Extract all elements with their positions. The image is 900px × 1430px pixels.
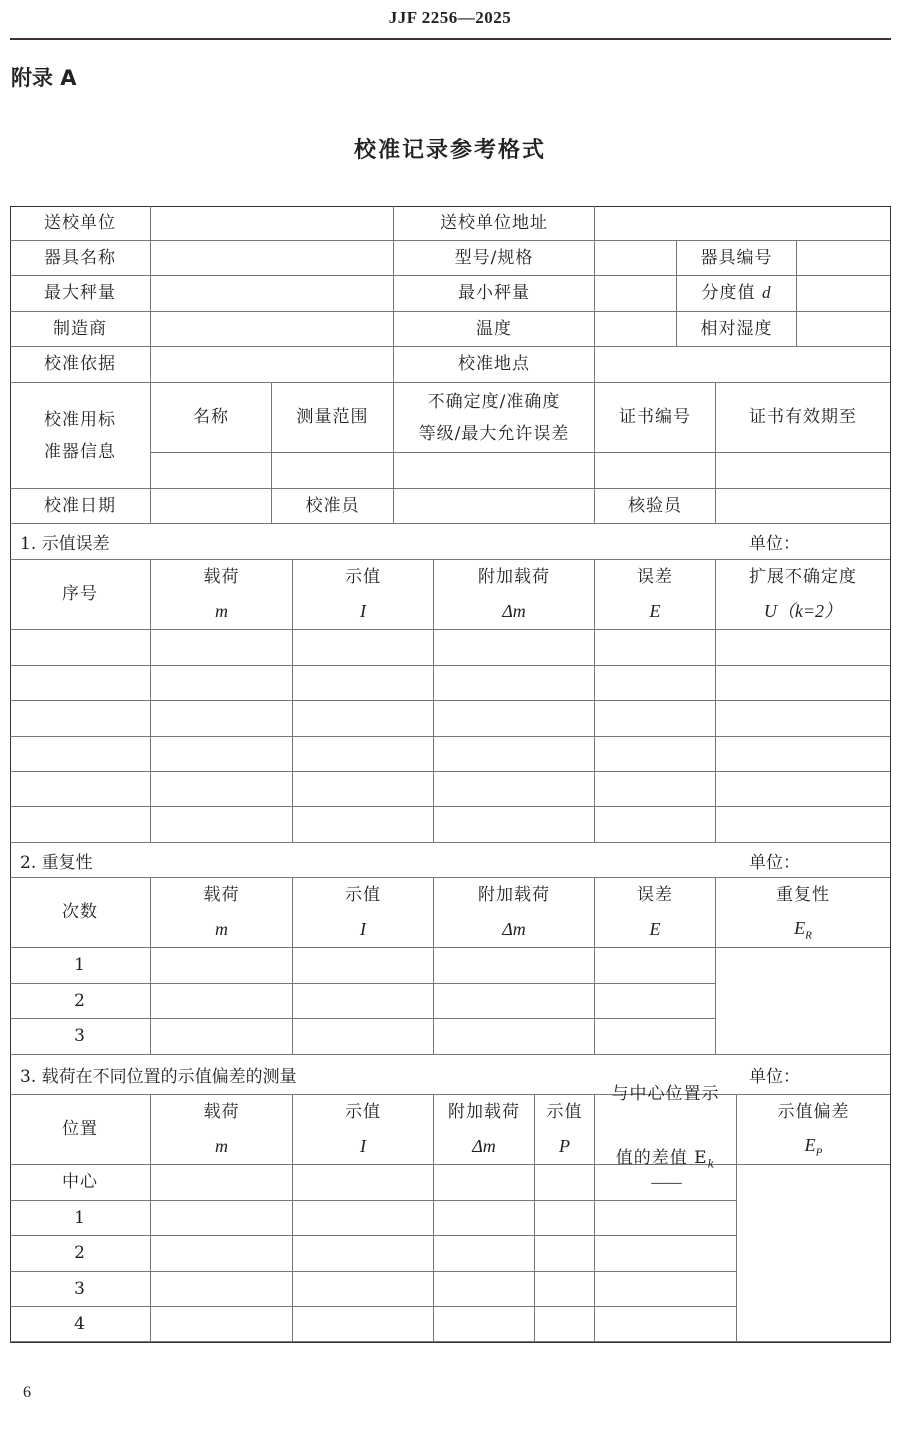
indication-error-cell[interactable] [434, 630, 595, 666]
section2-header [10, 843, 890, 878]
basis-label [10, 347, 151, 383]
indication-error-cell[interactable] [434, 807, 595, 843]
manufacturer-label [10, 312, 151, 347]
indication-error-cell[interactable] [151, 701, 293, 737]
verifier-label-text: 核验员 [628, 495, 682, 516]
indication-error-cell[interactable] [151, 807, 293, 843]
std-name-field[interactable] [151, 453, 272, 489]
repeatability-col-1-symbol: m [215, 918, 228, 939]
send-unit-address-label-text: 送校单位地址 [440, 212, 548, 233]
eccentricity-cell[interactable] [434, 1272, 535, 1307]
eccentricity-row-label-text: 2 [74, 1243, 86, 1264]
eccentricity-row-label [10, 1272, 151, 1307]
cert-no-field[interactable] [595, 453, 716, 489]
section1-header-unit: 单位： [749, 534, 800, 554]
eccentricity-col-4-label: 示值 [546, 1102, 583, 1123]
section3-header-title: 3. 载荷在不同位置的示值偏差的测量 [20, 1067, 297, 1087]
eccentricity-cell[interactable] [595, 1272, 737, 1307]
eccentricity-cell[interactable] [535, 1165, 595, 1201]
indication-error-cell[interactable] [293, 807, 434, 843]
center-diff-cell [595, 1165, 737, 1201]
send-unit-address-field[interactable] [595, 206, 890, 241]
indication-error-cell[interactable] [10, 737, 151, 772]
header-rule [10, 38, 891, 40]
eccentricity-cell[interactable] [434, 1165, 535, 1201]
indication-error-cell[interactable] [716, 807, 890, 843]
eccentricity-cell[interactable] [595, 1307, 737, 1342]
indication-error-cell[interactable] [293, 701, 434, 737]
std-uncertainty-line-2: 等级/最大允许误差 [418, 423, 570, 444]
eccentricity-col-0-label: 位置 [62, 1119, 98, 1140]
indication-error-cell[interactable] [595, 737, 716, 772]
indication-error-cell[interactable] [151, 630, 293, 666]
section2-header-unit: 单位： [749, 852, 800, 873]
section3-header-unit: 单位： [749, 1067, 800, 1087]
repeatability-cell[interactable] [151, 1019, 293, 1055]
repeatability-cell[interactable] [293, 984, 434, 1019]
eccentricity-col-5-label2: 值的差值 E [615, 1148, 708, 1169]
repeatability-cell[interactable] [434, 984, 595, 1019]
eccentricity-col-4 [535, 1095, 595, 1165]
indication-error-col-1-symbol: m [215, 600, 228, 621]
max-capacity-label-text: 最大秤量 [44, 283, 116, 304]
cal-date-label-text: 校准日期 [44, 495, 116, 516]
eccentricity-col-6-symbol: E [804, 1134, 816, 1155]
indication-error-cell[interactable] [595, 630, 716, 666]
eccentricity-row-label [10, 1307, 151, 1342]
indication-error-cell[interactable] [10, 666, 151, 701]
instrument-no-label-text: 器具编号 [700, 247, 773, 268]
eccentricity-col-5 [595, 1084, 737, 1171]
location-field[interactable] [595, 347, 890, 383]
cert-no-header-text: 证书编号 [619, 407, 691, 428]
repeatability-row-label-text: 1 [74, 955, 86, 976]
indication-error-cell[interactable] [10, 807, 151, 843]
cert-valid-header [716, 383, 890, 453]
eccentricity-row-label-text: 3 [74, 1278, 86, 1299]
eccentricity-cell[interactable] [434, 1307, 535, 1342]
indication-error-col-4-symbol: E [649, 600, 661, 621]
eccentricity-row-label [10, 1165, 151, 1201]
instrument-no-label [677, 241, 797, 276]
repeatability-cell[interactable] [595, 948, 716, 984]
cert-valid-header-text: 证书有效期至 [749, 407, 857, 428]
eccentricity-cell[interactable] [434, 1201, 535, 1236]
repeatability-col-5-subscript: R [805, 929, 812, 942]
indication-error-cell[interactable] [595, 807, 716, 843]
indication-error-cell[interactable] [434, 772, 595, 807]
eccentricity-deviation-field[interactable] [737, 1165, 890, 1342]
calibrator-field[interactable] [394, 489, 595, 524]
basis-label-text: 校准依据 [44, 354, 116, 375]
calibrator-label-text: 校准员 [305, 495, 360, 516]
indication-error-col-4-label: 误差 [637, 567, 673, 588]
eccentricity-col-3 [434, 1095, 535, 1165]
std-name-header [151, 383, 272, 453]
temperature-label-text: 温度 [476, 318, 512, 339]
indication-error-cell[interactable] [434, 737, 595, 772]
division-label-text: 分度值 d [701, 283, 772, 304]
instrument-name-label-text: 器具名称 [44, 247, 116, 268]
eccentricity-cell[interactable] [293, 1307, 434, 1342]
std-range-header-text: 测量范围 [296, 407, 369, 428]
eccentricity-col-1-label: 载荷 [203, 1102, 240, 1123]
standard-number: JJF 2256—2025 [388, 8, 512, 27]
temperature-label [394, 312, 595, 347]
instrument-name-field[interactable] [151, 241, 394, 276]
repeatability-col-0 [10, 878, 151, 948]
max-capacity-field[interactable] [151, 276, 394, 312]
indication-error-col-3 [434, 560, 595, 630]
repeatability-col-4 [595, 878, 716, 948]
center-diff-cell-text: —— [650, 1173, 681, 1193]
indication-error-cell[interactable] [151, 737, 293, 772]
repeatability-col-2-symbol: I [360, 918, 366, 939]
eccentricity-col-5-label: 与中心位置示 [611, 1084, 720, 1105]
send-unit-address-label [394, 206, 595, 241]
model-spec-label [394, 241, 595, 276]
cal-date-field[interactable] [151, 489, 272, 524]
eccentricity-cell[interactable] [595, 1236, 737, 1272]
repeatability-col-3 [434, 878, 595, 948]
send-unit-label-text: 送校单位 [44, 212, 116, 233]
repeatability-cell[interactable] [595, 1019, 716, 1055]
repeatability-col-1-label: 载荷 [203, 885, 240, 906]
standard-info-label-text: 校准用标准器信息 [44, 409, 116, 462]
eccentricity-cell[interactable] [151, 1201, 293, 1236]
repeatability-row-label [10, 1019, 151, 1055]
instrument-name-label [10, 241, 151, 276]
repeatability-row-label-text: 3 [74, 1026, 86, 1047]
std-range-header [272, 383, 394, 453]
repeatability-cell[interactable] [293, 1019, 434, 1055]
eccentricity-col-6-label: 示值偏差 [777, 1101, 850, 1122]
eccentricity-row-label [10, 1236, 151, 1272]
page-number: 6 [23, 1384, 31, 1401]
manufacturer-field[interactable] [151, 312, 394, 347]
location-label [394, 347, 595, 383]
indication-error-cell[interactable] [595, 666, 716, 701]
repeatability-col-2-label: 示值 [345, 885, 381, 906]
repeatability-col-5-symbol: E [794, 917, 806, 938]
indication-error-col-1-label: 载荷 [203, 567, 240, 588]
repeatability-cell[interactable] [434, 1019, 595, 1055]
indication-error-cell[interactable] [716, 666, 890, 701]
eccentricity-col-6 [737, 1095, 890, 1165]
repeatability-cell[interactable] [151, 984, 293, 1019]
indication-error-cell[interactable] [434, 666, 595, 701]
eccentricity-cell[interactable] [595, 1201, 737, 1236]
indication-error-cell[interactable] [595, 701, 716, 737]
indication-error-col-0-label: 序号 [62, 584, 98, 605]
division-label [677, 276, 797, 312]
indication-error-cell[interactable] [151, 772, 293, 807]
model-spec-label-text: 型号/规格 [454, 247, 534, 268]
std-uncertainty-header [394, 383, 595, 453]
eccentricity-col-1-symbol: m [215, 1135, 228, 1156]
indication-error-col-5 [716, 560, 890, 630]
min-capacity-label-text: 最小秤量 [458, 283, 530, 304]
indication-error-cell[interactable] [716, 772, 890, 807]
indication-error-cell[interactable] [293, 666, 434, 701]
eccentricity-row-label [10, 1201, 151, 1236]
eccentricity-cell[interactable] [293, 1272, 434, 1307]
eccentricity-row-label-text: 中心 [62, 1172, 98, 1193]
indication-error-cell[interactable] [293, 630, 434, 666]
repeatability-col-4-symbol: E [649, 918, 661, 939]
eccentricity-col-4-symbol: P [559, 1135, 570, 1156]
std-uncertainty-line-1: 不确定度/准确度 [427, 391, 561, 412]
indication-error-cell[interactable] [716, 701, 890, 737]
appendix-label: 附录 A [11, 66, 77, 90]
indication-error-col-5-symbol: U（k=2） [763, 600, 843, 621]
indication-error-col-3-symbol: Δm [502, 600, 526, 621]
indication-error-cell[interactable] [716, 630, 890, 666]
repeatability-col-1 [151, 878, 293, 948]
eccentricity-col-2-symbol: I [360, 1135, 366, 1156]
repeatability-row-label-text: 2 [74, 990, 86, 1011]
humidity-label [677, 312, 797, 347]
repeatability-row-label [10, 948, 151, 984]
repeatability-cell[interactable] [595, 984, 716, 1019]
humidity-label-text: 相对湿度 [700, 318, 773, 339]
eccentricity-col-1 [151, 1095, 293, 1165]
division-symbol: d [761, 283, 772, 303]
std-name-header-text: 名称 [193, 407, 229, 428]
calibrator-label [272, 489, 394, 524]
indication-error-cell[interactable] [10, 630, 151, 666]
indication-error-cell[interactable] [151, 666, 293, 701]
repeatability-row-label [10, 984, 151, 1019]
indication-error-cell[interactable] [10, 701, 151, 737]
page-title: 校准记录参考格式 [353, 138, 546, 163]
repeatability-cell[interactable] [151, 948, 293, 984]
eccentricity-cell[interactable] [151, 1165, 293, 1201]
cal-date-label [10, 489, 151, 524]
verifier-label [595, 489, 716, 524]
humidity-field[interactable] [797, 312, 890, 347]
eccentricity-cell[interactable] [434, 1236, 535, 1272]
std-range-field[interactable] [272, 453, 394, 489]
eccentricity-cell[interactable] [535, 1307, 595, 1342]
repeatability-cell[interactable] [434, 948, 595, 984]
manufacturer-label-text: 制造商 [53, 318, 107, 339]
indication-error-cell[interactable] [293, 772, 434, 807]
indication-error-col-2-symbol: I [360, 600, 366, 621]
eccentricity-cell[interactable] [151, 1236, 293, 1272]
std-uncertainty-field[interactable] [394, 453, 595, 489]
indication-error-cell[interactable] [10, 772, 151, 807]
eccentricity-cell[interactable] [293, 1236, 434, 1272]
min-capacity-label [394, 276, 595, 312]
eccentricity-cell[interactable] [535, 1272, 595, 1307]
cert-valid-field[interactable] [716, 453, 890, 489]
indication-error-col-2 [293, 560, 434, 630]
eccentricity-cell[interactable] [293, 1165, 434, 1201]
eccentricity-cell[interactable] [293, 1201, 434, 1236]
indication-error-cell[interactable] [434, 701, 595, 737]
eccentricity-cell[interactable] [535, 1236, 595, 1272]
eccentricity-col-6-subscript: P [815, 1146, 823, 1159]
section2-header-title: 2. 重复性 [20, 852, 93, 873]
repeatability-col-4-label: 误差 [637, 885, 673, 906]
repeatability-col-0-label: 次数 [62, 902, 98, 923]
eccentricity-cell[interactable] [151, 1307, 293, 1342]
indication-error-col-4 [595, 560, 716, 630]
indication-error-col-2-label: 示值 [345, 567, 381, 588]
repeatability-col-5-label: 重复性 [776, 884, 830, 905]
indication-error-cell[interactable] [595, 772, 716, 807]
repeatability-col-5 [716, 878, 890, 948]
eccentricity-row-label-text: 4 [74, 1313, 86, 1334]
eccentricity-col-3-symbol: Δm [472, 1135, 496, 1156]
repeatability-col-3-symbol: Δm [502, 918, 526, 939]
repeatability-result-field[interactable] [716, 948, 890, 1055]
section1-header-title: 1. 示值误差 [20, 534, 110, 554]
standard-info-label [10, 383, 151, 489]
repeatability-col-3-label: 附加载荷 [478, 885, 550, 906]
indication-error-col-5-label: 扩展不确定度 [749, 567, 857, 588]
eccentricity-col-5-subscript: k [707, 1157, 716, 1171]
eccentricity-cell[interactable] [535, 1201, 595, 1236]
model-spec-field[interactable] [595, 241, 677, 276]
temperature-field[interactable] [595, 312, 677, 347]
send-unit-label [10, 206, 151, 241]
min-capacity-field[interactable] [595, 276, 677, 312]
eccentricity-col-2-label: 示值 [345, 1102, 381, 1123]
eccentricity-col-0 [10, 1095, 151, 1165]
section3-header [10, 1055, 890, 1095]
location-label-text: 校准地点 [458, 354, 530, 375]
indication-error-col-0 [10, 560, 151, 630]
eccentricity-cell[interactable] [151, 1272, 293, 1307]
eccentricity-row-label-text: 1 [74, 1207, 86, 1228]
indication-error-col-1 [151, 560, 293, 630]
basis-field[interactable] [151, 347, 394, 383]
send-unit-field[interactable] [151, 206, 394, 241]
max-capacity-label [10, 276, 151, 312]
section1-header [10, 524, 890, 560]
indication-error-cell[interactable] [716, 737, 890, 772]
cert-no-header [595, 383, 716, 453]
repeatability-cell[interactable] [293, 948, 434, 984]
eccentricity-col-2 [293, 1095, 434, 1165]
repeatability-col-2 [293, 878, 434, 948]
instrument-no-field[interactable] [797, 241, 890, 276]
indication-error-col-3-label: 附加载荷 [478, 567, 550, 588]
verifier-field[interactable] [716, 489, 890, 524]
indication-error-cell[interactable] [293, 737, 434, 772]
division-field[interactable] [797, 276, 890, 312]
eccentricity-col-3-label: 附加载荷 [448, 1102, 520, 1123]
